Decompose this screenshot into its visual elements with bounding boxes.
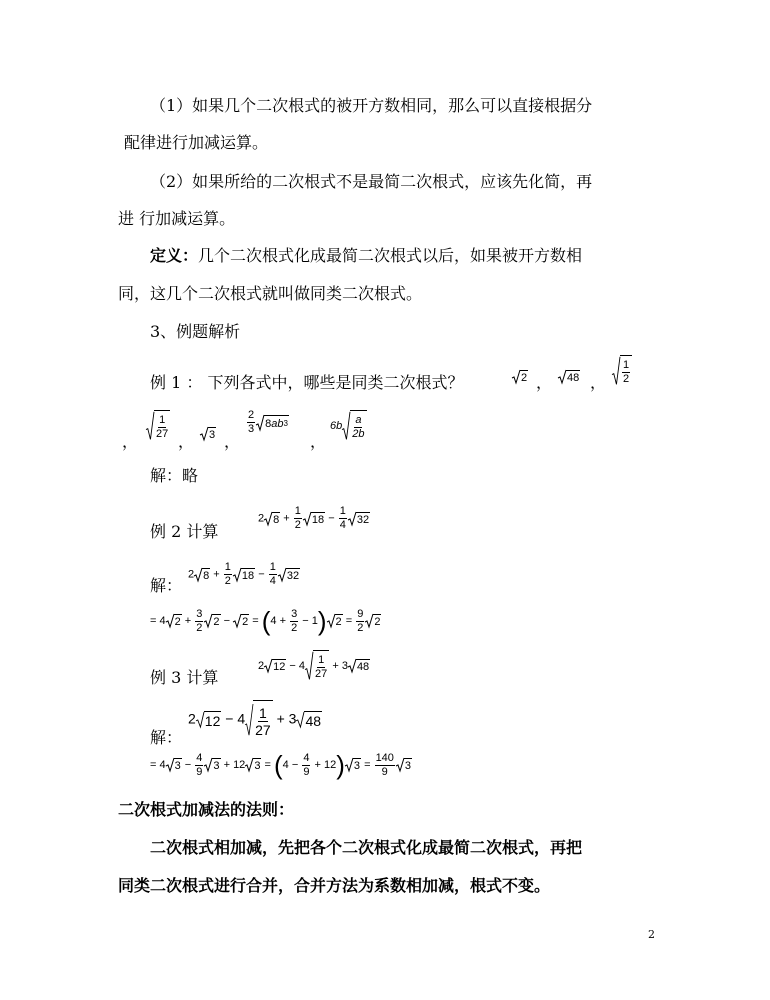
ex1-comma-4: ， xyxy=(178,432,195,451)
rule-text-line-2: 同类二次根式进行合并，合并方法为系数相加减，根式不变。 xyxy=(118,876,551,895)
ex1-sqrt-3: 3 xyxy=(200,427,216,441)
rule-title: 二次根式加减法的法则： xyxy=(118,800,295,819)
ex1-sqrt-2: 2 xyxy=(512,370,528,384)
ex2-solution-steps: = 4 2 + $\frac{3}{2}$ 2 − 2 = (4 + $\frac{3}{2}$ − 1) 2 = $\frac{9}{2}$ 2 xyxy=(150,606,381,636)
ex3-expression: 2 12 − 4 $\frac{1}{27}$ + 3 48 xyxy=(258,650,370,682)
ex2-expression: 2 8 + $\frac{1}{2}$ 18 − $\frac{1}{4}$ 32 xyxy=(258,505,370,531)
definition-line-1 xyxy=(150,246,582,266)
ex1-comma-1: ， xyxy=(536,373,553,392)
ex3-solution-steps: = 4 3 − $\frac{4}{9}$ 3 + 12 3 = (4 − $\frac{4}{9}$ + 12) 3 = $\frac{140}{9}$ 3 xyxy=(150,750,412,780)
rule-2-line-1: （2）如果所给的二次根式不是最简二次根式，应该先化简，再 xyxy=(150,172,593,191)
rule-2-line-2: 进 行加减运算。 xyxy=(118,209,236,228)
ex1-comma-2: ， xyxy=(590,373,607,392)
definition-text: 几个二次根式化成最简二次根式以后，如果被开方数相 xyxy=(198,246,583,265)
solution-2-label: 解： xyxy=(150,576,183,595)
solution-3-label: 解： xyxy=(150,728,183,747)
ex1-sqrt-half: $\frac{1}{2}$ xyxy=(612,355,632,387)
example-1-label: 例 1 ： 下列各式中，哪些是同类二次根式？ xyxy=(150,373,464,392)
ex1-comma-5: ， xyxy=(224,432,241,451)
ex1-comma-3: ， xyxy=(122,432,139,451)
solution-1: 解：略 xyxy=(150,466,199,485)
rule-text-line-1: 二次根式相加减，先把各个二次根式化成最简二次根式，再把 xyxy=(150,838,583,857)
example-2-label: 例 2 计算 xyxy=(150,522,219,541)
definition-line-2: 同，这几个二次根式就叫做同类二次根式。 xyxy=(118,284,423,303)
example-3-label: 例 3 计算 xyxy=(150,668,219,687)
rule-1-line-1: （1）如果几个二次根式的被开方数相同，那么可以直接根据分 xyxy=(150,96,593,115)
definition-label: 定义： xyxy=(150,246,199,265)
page-number: 2 xyxy=(648,928,655,941)
rule-1-line-2: 配律进行加减运算。 xyxy=(124,133,269,152)
ex1-comma-6: ， xyxy=(310,432,327,451)
ex1-6b-sqrt: 6b $\frac{a}{2b}$ xyxy=(330,410,367,442)
ex1-sqrt-48: 48 xyxy=(558,370,580,384)
section-heading: 3、例题解析 xyxy=(150,322,241,341)
ex3-solution-expression: 2 12 − 4 $\frac{1}{27}$ + 3 48 xyxy=(188,700,322,740)
ex1-two-thirds-sqrt: $\frac{2}{3}$ 8 ab 3 xyxy=(248,409,288,435)
ex2-solution-expression: 2 8 + $\frac{1}{2}$ 18 − $\frac{1}{4}$ 32 xyxy=(188,561,300,587)
ex1-sqrt-1-27: $\frac{1}{27}$ xyxy=(146,410,170,442)
